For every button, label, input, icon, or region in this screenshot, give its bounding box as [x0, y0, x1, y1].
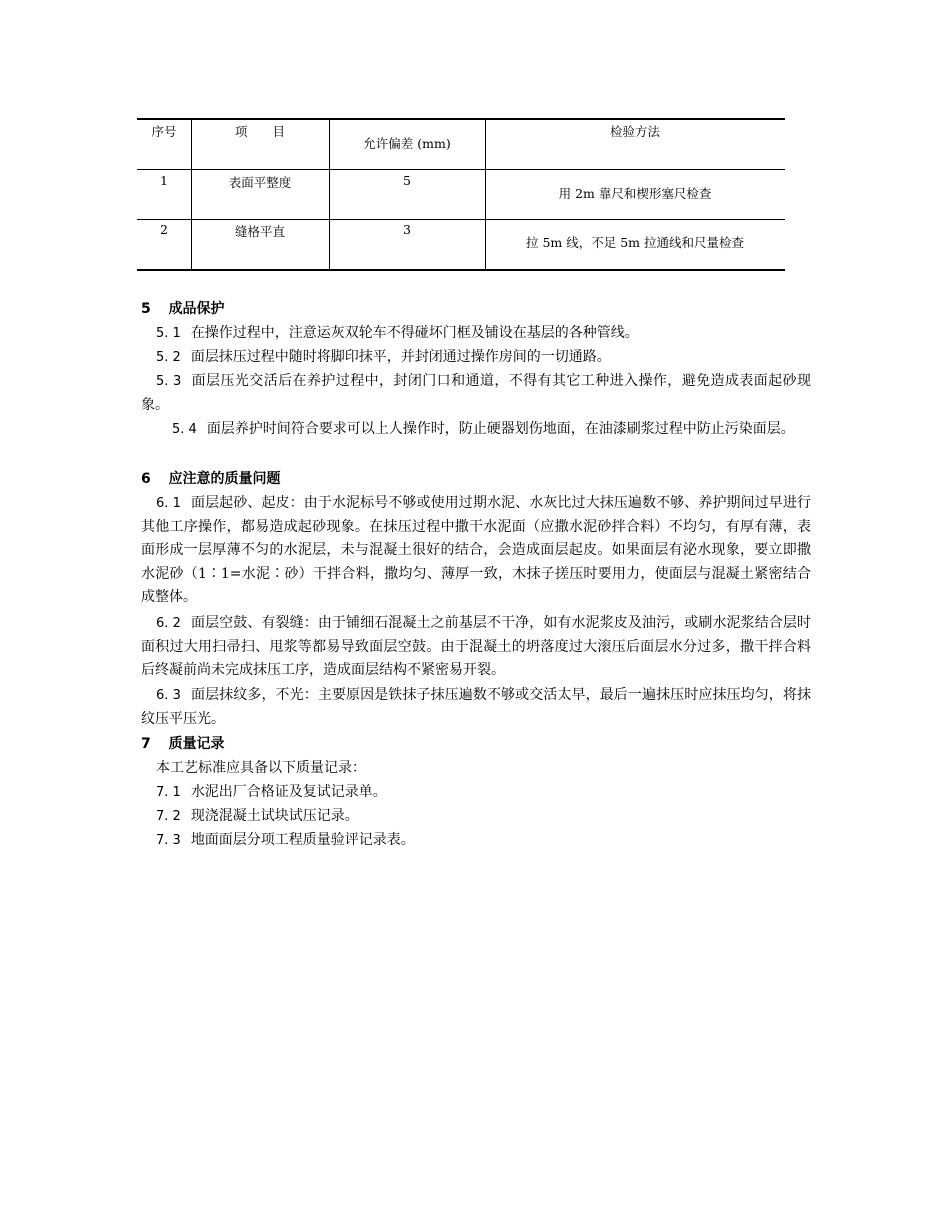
- table-top-rule: [137, 118, 785, 120]
- table-header-rule: [137, 169, 785, 170]
- table-header-method: 检验方法: [609, 124, 660, 139]
- paragraph-number: 6. 3: [156, 688, 181, 703]
- section-number: 5: [141, 301, 151, 317]
- paragraph-number: 5. 2: [156, 350, 181, 365]
- paragraph-7-1: [141, 781, 811, 805]
- paragraph-6-2: [141, 612, 811, 683]
- table-header-item: 项 目: [234, 124, 285, 139]
- paragraph-number: 7. 3: [156, 833, 181, 848]
- paragraph-text: 面层压光交活后在养护过程中，封闭门口和通道，不得有其它工种进入操作，避免造成表面起砂现象。: [141, 373, 812, 413]
- paragraph-number: 7. 1: [156, 785, 181, 800]
- table-cell-index: 1: [160, 173, 168, 188]
- table-cell-index: 2: [160, 222, 168, 237]
- table-cell-item: 缝格平直: [234, 224, 285, 239]
- table-header-tolerance: 允许偏差 (mm): [363, 136, 451, 151]
- paragraph-6-1: [141, 492, 811, 610]
- section-number: 7: [141, 736, 151, 752]
- paragraph-7-2: [141, 805, 811, 829]
- paragraph-text: 地面面层分项工程质量验评记录表。: [190, 832, 415, 848]
- section-title: 成品保护: [168, 301, 225, 317]
- paragraph-number: 7. 2: [156, 809, 181, 824]
- paragraph-text: 水泥出厂合格证及复试记录单。: [190, 784, 387, 800]
- section-heading-6: [141, 468, 281, 488]
- table-cell-item: 表面平整度: [228, 175, 292, 190]
- paragraph-number: 5. 1: [156, 326, 181, 341]
- table-cell-method: 拉 5m 线，不足 5m 拉通线和尺量检查: [525, 235, 744, 250]
- paragraph-5-4: [141, 418, 811, 442]
- section-number: 6: [141, 471, 151, 487]
- table-cell-method: 用 2m 靠尺和楔形塞尺检查: [558, 186, 712, 201]
- section-title: 应注意的质量问题: [168, 471, 281, 487]
- table-col-divider: [191, 118, 192, 271]
- paragraph-5-2: [141, 346, 811, 370]
- tolerance-table: [137, 118, 785, 271]
- paragraph-number: 5. 4: [172, 422, 197, 437]
- section-intro: 本工艺标准应具备以下质量记录：: [156, 760, 366, 776]
- section-heading-5: [141, 298, 225, 318]
- paragraph-text: 面层养护时间符合要求可以上人操作时，防止硬器划伤地面，在油漆刷浆过程中防止污染面层。: [206, 421, 795, 437]
- paragraph-text: 面层抹纹多，不光：主要原因是铁抹子抹压遍数不够或交活太早，最后一遍抹压时应抹压均匀，将抹纹压平压光。: [141, 687, 811, 727]
- paragraph-text: 面层起砂、起皮：由于水泥标号不够或使用过期水泥、水灰比过大抹压遍数不够、养护期间过早进行其他工序操作，都易造成起砂现象。在抹压过程中撒干水泥面（应撒水泥砂拌合料）不均匀，有厚有薄，表面形成一层厚薄不匀的水泥层，未与混凝土很好的结合，会造成面层起皮。如果面层有泌水现象，要立即撒水泥砂（1∶1=水泥∶砂）干拌合料，撒均匀、薄厚一致，木抹子搓压时要用力，使面层与混凝土紧密结合成整体。: [141, 495, 811, 605]
- table-header-index: 序号: [151, 124, 177, 139]
- table-cell-tolerance: 5: [403, 173, 411, 188]
- paragraph-6-3: [141, 684, 811, 731]
- section-title: 质量记录: [168, 736, 225, 752]
- paragraph-text: 在操作过程中，注意运灰双轮车不得碰坏门框及铺设在基层的各种管线。: [190, 325, 639, 341]
- paragraph-number: 5. 3: [156, 374, 182, 389]
- paragraph-text: 面层抹压过程中随时将脚印抹平，并封闭通过操作房间的一切通路。: [190, 349, 611, 365]
- paragraph-number: 6. 1: [156, 496, 181, 511]
- paragraph-text: 面层空鼓、有裂缝：由于铺细石混凝土之前基层不干净，如有水泥浆皮及油污，或刷水泥浆结合层时面积过大用扫帚扫、甩浆等都易导致面层空鼓。由于混凝土的坍落度过大滚压后面层水分过多，撒干拌合料后终凝前尚未完成抹压工序，造成面层结构不紧密易开裂。: [141, 615, 811, 678]
- paragraph-text: 现浇混凝土试块试压记录。: [190, 808, 359, 824]
- paragraph-7-3: [141, 829, 811, 853]
- paragraph-5-1: [141, 322, 811, 346]
- section-heading-7: [141, 733, 225, 753]
- table-bottom-rule: [137, 269, 785, 271]
- paragraph-number: 6. 2: [156, 616, 181, 631]
- paragraph-5-3: [141, 370, 811, 417]
- table-row-rule: [137, 219, 785, 220]
- table-cell-tolerance: 3: [403, 222, 411, 237]
